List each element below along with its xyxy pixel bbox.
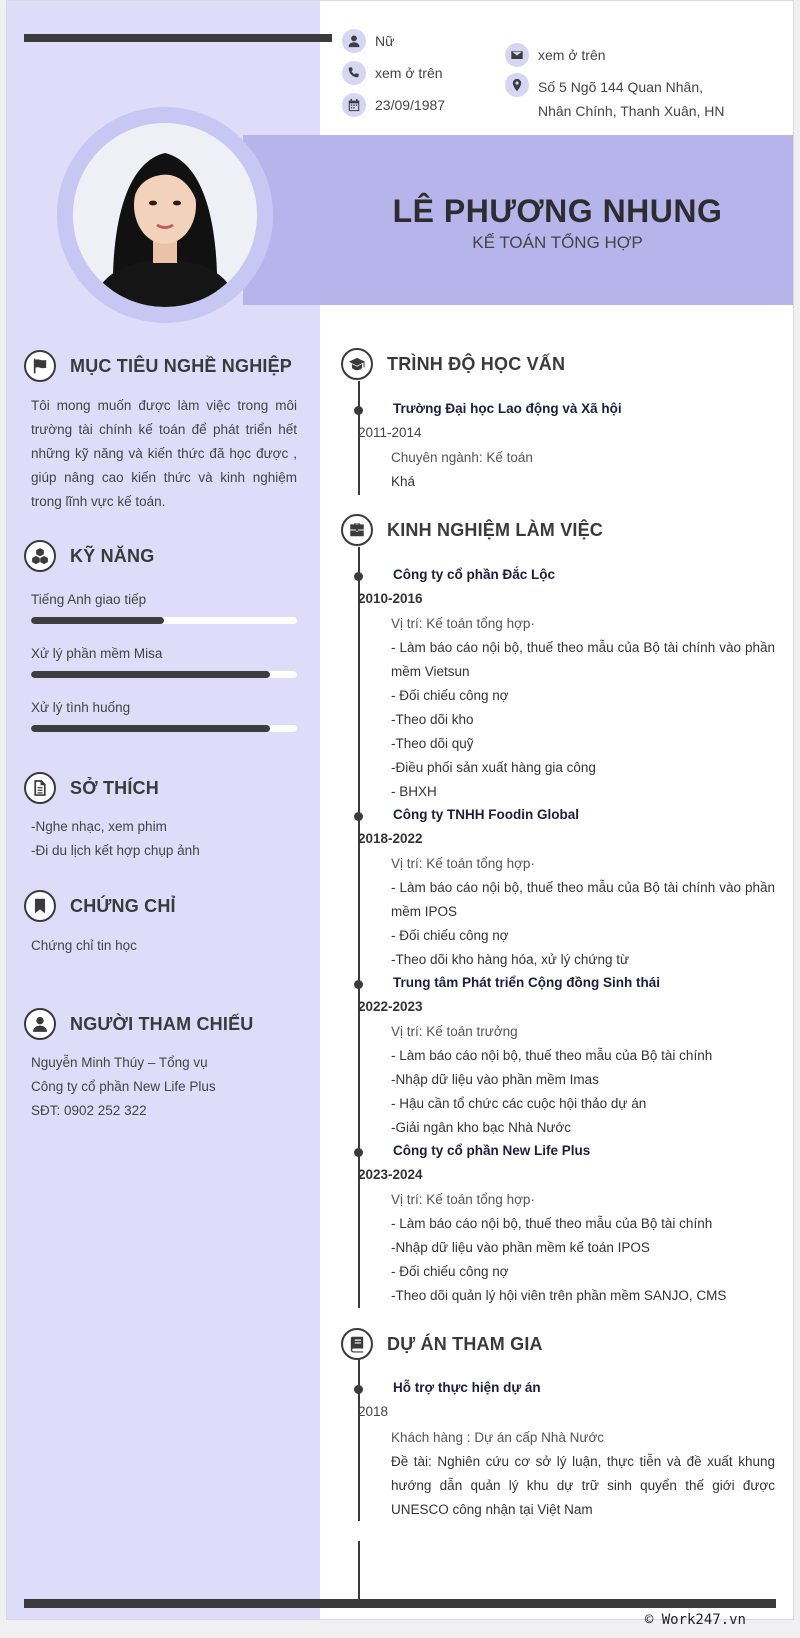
reference-line: Nguyễn Minh Thúy – Tổng vụ	[31, 1055, 208, 1070]
skill-bar	[31, 725, 297, 732]
cv-page	[6, 0, 794, 1620]
cubes-icon	[24, 540, 56, 572]
contact-gender	[342, 29, 394, 53]
timeline-line	[358, 1541, 360, 1601]
company-name: Công ty cổ phần New Life Plus	[393, 1143, 591, 1158]
hobbies-title: SỞ THÍCH	[70, 777, 159, 798]
job-position: Vị trí: Kế toán tổng hợp·	[391, 856, 535, 871]
address-line-1: Số 5 Ngõ 144 Quan Nhân,	[538, 79, 704, 95]
education-heading	[341, 348, 565, 380]
gender-value: Nữ	[375, 33, 395, 49]
job-position: Vị trí: Kế toán tổng hợp·	[391, 1192, 535, 1207]
skill-bar-fill	[31, 725, 270, 732]
phone-value: xem ở trên	[375, 65, 443, 81]
objective-text: Tôi mong muốn được làm việc trong môi trường tài chính kế toán để phát triển hết những kỹ năng và kiến thức đã học được , giúp nâng cao kiến thức và kinh nghiệm trong lĩnh vực kế toán.	[31, 398, 297, 509]
timeline-line	[358, 1359, 360, 1521]
objective-title: MỤC TIÊU NGHỀ NGHIỆP	[70, 355, 293, 376]
graduation-cap-icon	[341, 348, 373, 380]
job-period: 2022-2023	[358, 999, 423, 1014]
timeline-dot	[354, 1385, 363, 1394]
job-period: 2010-2016	[358, 591, 423, 606]
company-name: Công ty TNHH Foodin Global	[393, 807, 579, 822]
job-duty: -Giải ngân kho bạc Nhà Nước	[391, 1120, 571, 1135]
skill-label: Tiếng Anh giao tiếp	[31, 592, 147, 607]
skill-bar	[31, 671, 297, 678]
hobby-item: -Nghe nhạc, xem phim	[31, 819, 167, 834]
skill-bar-fill	[31, 671, 270, 678]
references-heading	[24, 1008, 253, 1040]
job-duty: -Theo dõi quỹ	[391, 736, 474, 751]
job-duty: -Theo dõi quản lý hội viên trên phần mềm SANJO, CMS	[391, 1288, 727, 1303]
job-duty: -Theo dõi kho	[391, 712, 474, 727]
job-duty: - Đối chiếu công nợ	[391, 688, 509, 703]
job-period: 2023-2024	[358, 1167, 423, 1182]
timeline-dot	[354, 812, 363, 821]
job-duty: -Theo dõi kho hàng hóa, xử lý chứng từ	[391, 952, 629, 967]
person-icon	[342, 29, 366, 53]
job-position: Vị trí: Kế toán trưởng	[391, 1024, 518, 1039]
job-duty: - Làm báo cáo nội bộ, thuế theo mẫu của Bộ tài chính vào phần mềm IPOS	[391, 880, 775, 919]
certificates-title: CHỨNG CHỈ	[70, 895, 176, 916]
job-duty: - Hậu cần tổ chức các cuộc hội thảo dự án	[391, 1096, 647, 1111]
book-icon	[341, 1328, 373, 1360]
education-major: Chuyên ngành: Kế toán	[391, 450, 533, 465]
job-duty: - Làm báo cáo nội bộ, thuế theo mẫu của Bộ tài chính	[391, 1216, 713, 1231]
reference-line: SĐT: 0902 252 322	[31, 1103, 147, 1118]
skills-heading	[24, 540, 154, 572]
experience-title: KINH NGHIỆM LÀM VIỆC	[387, 519, 604, 540]
project-client: Khách hàng : Dự án cấp Nhà Nước	[391, 1430, 605, 1445]
education-period: 2011-2014	[358, 425, 422, 440]
job-duty: - Đối chiếu công nợ	[391, 928, 509, 943]
job-duty: -Nhập dữ liệu vào phần mềm kế toán IPOS	[391, 1240, 650, 1255]
job-title: KẾ TOÁN TỔNG HỢP	[472, 233, 643, 252]
reference-line: Công ty cổ phần New Life Plus	[31, 1079, 216, 1094]
project-period: 2018	[358, 1404, 389, 1419]
certificate-item: Chứng chỉ tin học	[31, 938, 137, 953]
timeline-dot	[354, 572, 363, 581]
contact-birthdate	[342, 93, 445, 117]
job-duty: -Điều phối sản xuất hàng gia công	[391, 760, 596, 775]
calendar-icon	[342, 93, 366, 117]
school-name: Trường Đại học Lao động và Xã hội	[393, 401, 622, 416]
skill-label: Xử lý phần mềm Misa	[31, 646, 163, 661]
birthdate-value: 23/09/1987	[375, 97, 446, 113]
timeline-dot	[354, 1148, 363, 1157]
job-duty: -Nhập dữ liệu vào phần mềm Imas	[391, 1072, 599, 1087]
job-duty: - BHXH	[391, 784, 437, 799]
job-position: Vị trí: Kế toán tổng hợp·	[391, 616, 535, 631]
hobbies-heading	[24, 772, 159, 804]
education-title: TRÌNH ĐỘ HỌC VẤN	[387, 353, 566, 374]
projects-heading	[341, 1328, 543, 1360]
candidate-name: LÊ PHƯƠNG NHUNG	[392, 193, 723, 229]
project-topic: Đề tài: Nghiên cứu cơ sở lý luận, thực tiễn và đề xuất khung hướng dẫn quản lý khu dự trữ sinh quyển thế giới được UNESCO công nhận tại Việt Nam	[391, 1454, 775, 1517]
top-divider	[24, 34, 332, 42]
objective-heading	[24, 350, 292, 382]
user-icon	[24, 1008, 56, 1040]
flag-icon	[24, 350, 56, 382]
job-duty: - Làm báo cáo nội bộ, thuế theo mẫu của Bộ tài chính	[391, 1048, 713, 1063]
certificates-heading	[24, 890, 176, 922]
avatar	[73, 123, 257, 307]
skill-label: Xử lý tình huống	[31, 700, 131, 715]
company-name: Công ty cổ phần Đắc Lộc	[393, 567, 556, 582]
contact-phone	[342, 61, 443, 85]
projects-title: DỰ ÁN THAM GIA	[387, 1333, 543, 1354]
experience-heading	[341, 514, 603, 546]
address-line-2: Nhân Chính, Thanh Xuân, HN	[538, 103, 725, 119]
bookmark-icon	[24, 890, 56, 922]
job-duty: - Đối chiếu công nợ	[391, 1264, 509, 1279]
hobby-item: -Đi du lịch kết hợp chụp ảnh	[31, 843, 200, 858]
job-duty: - Làm báo cáo nội bộ, thuế theo mẫu của Bộ tài chính vào phần mềm Vietsun	[391, 640, 775, 679]
skill-bar	[31, 617, 297, 624]
education-grade: Khá	[391, 474, 416, 489]
phone-icon	[342, 61, 366, 85]
references-title: NGƯỜI THAM CHIẾU	[70, 1013, 254, 1034]
bottom-divider	[24, 1599, 776, 1608]
footer-copyright: © Work247.vn	[644, 1612, 746, 1628]
job-period: 2018-2022	[358, 831, 423, 846]
timeline-dot	[354, 406, 363, 415]
envelope-icon	[505, 43, 529, 67]
company-name: Trung tâm Phát triển Cộng đồng Sinh thái	[393, 975, 660, 990]
document-icon	[24, 772, 56, 804]
contact-email	[505, 43, 606, 67]
skill-bar-fill	[31, 617, 164, 624]
project-name: Hỗ trợ thực hiện dự án	[393, 1380, 541, 1395]
briefcase-icon	[341, 514, 373, 546]
skills-title: KỸ NĂNG	[70, 545, 155, 566]
timeline-line	[358, 547, 360, 1308]
map-pin-icon	[505, 73, 529, 97]
email-value: xem ở trên	[538, 47, 606, 63]
timeline-dot	[354, 980, 363, 989]
